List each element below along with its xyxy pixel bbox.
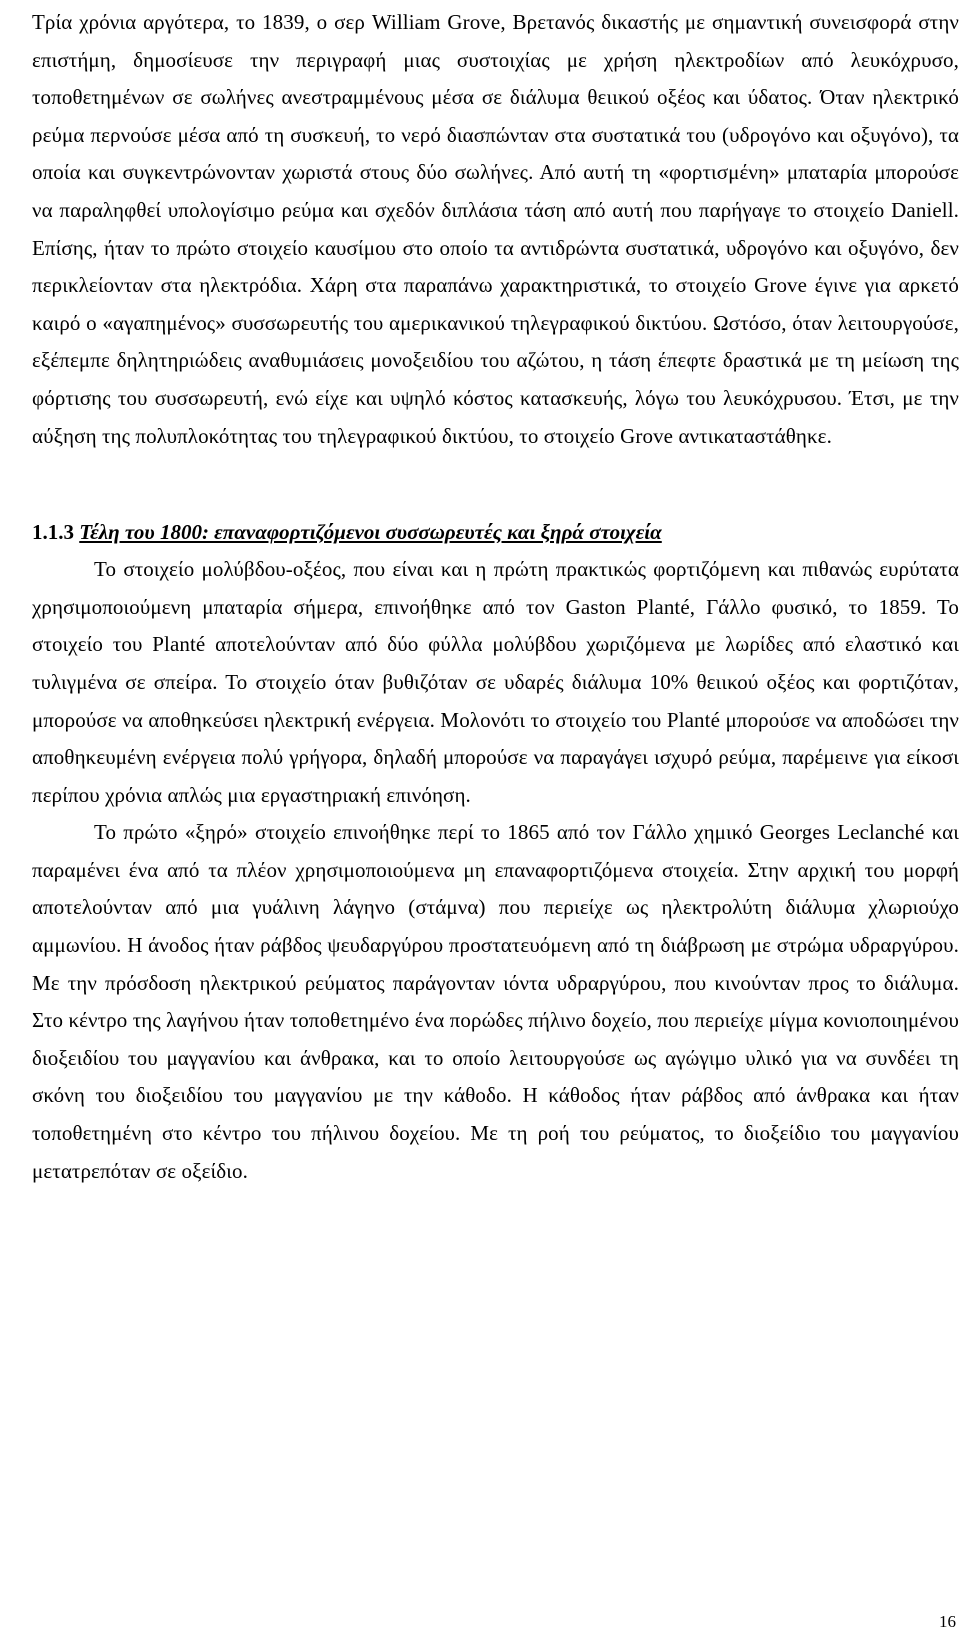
section-title: Τέλη του 1800: επαναφορτιζόμενοι συσσωρευτές και ξηρά στοιχεία bbox=[79, 520, 662, 545]
document-page bbox=[32, 0, 959, 1190]
section-number: 1.1.3 bbox=[32, 520, 74, 545]
paragraph-plante: Το στοιχείο μολύβδου-οξέος, που είναι και η πρώτη πρακτικώς φορτιζόμενη και πιθανώς ευρύτατα χρησιμοποιούμενη μπαταρία σήμερα, επινοήθηκε από τον Gaston Planté, Γάλλο φυσικό, το 1859. Το στοιχείο του Planté αποτελούνταν από δύο φύλλα μολύβδου χωριζόμενα με λωρίδες από ελαστικό και τυλιγμένα σε σπείρα. Το στοιχείο όταν βυθιζόταν σε υδαρές διάλυμα 10% θειικού οξέος και φορτιζόταν, μπορούσε να αποθηκεύσει ηλεκτρική ενέργεια. Μολονότι το στοιχείο του Planté μπορούσε να αποδώσει την αποθηκευμένη ενέργεια πολύ γρήγορα, δηλαδή μπορούσε να παραγάγει ισχυρό ρεύμα, παρέμεινε για είκοσι περίπου χρόνια απλώς μια εργαστηριακή επινόηση. bbox=[32, 557, 959, 807]
page-number: 16 bbox=[939, 1612, 956, 1631]
paragraph-grove: Τρία χρόνια αργότερα, το 1839, ο σερ William Grove, Βρετανός δικαστής με σημαντική συνεισφορά στην επιστήμη, δημοσίευσε την περιγραφή μιας συστοιχίας με χρήση ηλεκτροδίων από λευκόχρυσο, τοποθετημένων σε σωλήνες ανεστραμμένους μέσα σε διάλυμα θειικού οξέος και ύδατος. Όταν ηλεκτρικό ρεύμα περνούσε μέσα από τη συσκευή, το νερό διασπώνταν στα συστατικά του (υδρογόνο και οξυγόνο), τα οποία και συγκεντρώνονταν χωριστά στους δύο σωλήνες. Από αυτή τη «φορτισμένη» μπαταρία μπορούσε να παραληφθεί υπολογίσιμο ρεύμα και σχεδόν διπλάσια τάση από αυτή που παρήγαγε το στοιχείο Daniell. Επίσης, ήταν το πρώτο στοιχείο καυσίμου στο οποίο τα αντιδρώντα συστατικά, υδρογόνο και οξυγόνο, δεν περικλείονταν στα ηλεκτρόδια. Χάρη στα παραπάνω χαρακτηριστικά, το στοιχείο Grove έγινε για αρκετό καιρό ο «αγαπημένος» συσσωρευτής του αμερικανικού τηλεγραφικού δικτύου. Ωστόσο, όταν λειτουργούσε, εξέπεμπε δηλητηριώδεις αναθυμιάσεις μονοξειδίου του αζώτου, η τάση έπεφτε δραστικά με τη μείωση της φόρτισης του συσσωρευτή, ενώ είχε και υψηλό κόστος κατασκευής, λόγω του λευκόχρυσου. Έτσι, με την αύξηση της πολυπλοκότητας του τηλεγραφικού δικτύου, το στοιχείο Grove αντικαταστάθηκε. bbox=[32, 10, 959, 448]
paragraph-leclanche: Το πρώτο «ξηρό» στοιχείο επινοήθηκε περί το 1865 από τον Γάλλο χημικό Georges Leclanché και παραμένει ένα από τα πλέον χρησιμοποιούμενα μη επαναφορτιζόμενα στοιχεία. Στην αρχική του μορφή αποτελούνταν από μια γυάλινη λάγηνο (στάμνα) που περιείχε ως ηλεκτρολύτη διάλυμα χλωριούχο αμμωνίου. Η άνοδος ήταν ράβδος ψευδαργύρου προστατευόμενη από τη διάβρωση με στρώμα υδραργύρου. Με την πρόσδοση ηλεκτρικού ρεύματος παράγονταν ιόντα υδραργύρου, που κινούνταν προς το διάλυμα. Στο κέντρο της λαγήνου ήταν τοποθετημένο ένα πορώδες πήλινο δοχείο, που περιείχε μίγμα κονιοποιημένου διοξειδίου του μαγγανίου και άνθρακα, και το οποίο λειτουργούσε ως αγώγιμο υλικό για να συνδέει τη σκόνη του διοξειδίου του μαγγανίου με την κάθοδο. Η κάθοδος ήταν ράβδος από άνθρακα και ήταν τοποθετημένη στο κέντρο του πήλινου δοχείου. Με τη ροή του ρεύματος, το διοξείδιο του μαγγανίου μετατρεπόταν σε οξείδιο. bbox=[32, 820, 959, 1183]
section-heading bbox=[32, 513, 959, 551]
